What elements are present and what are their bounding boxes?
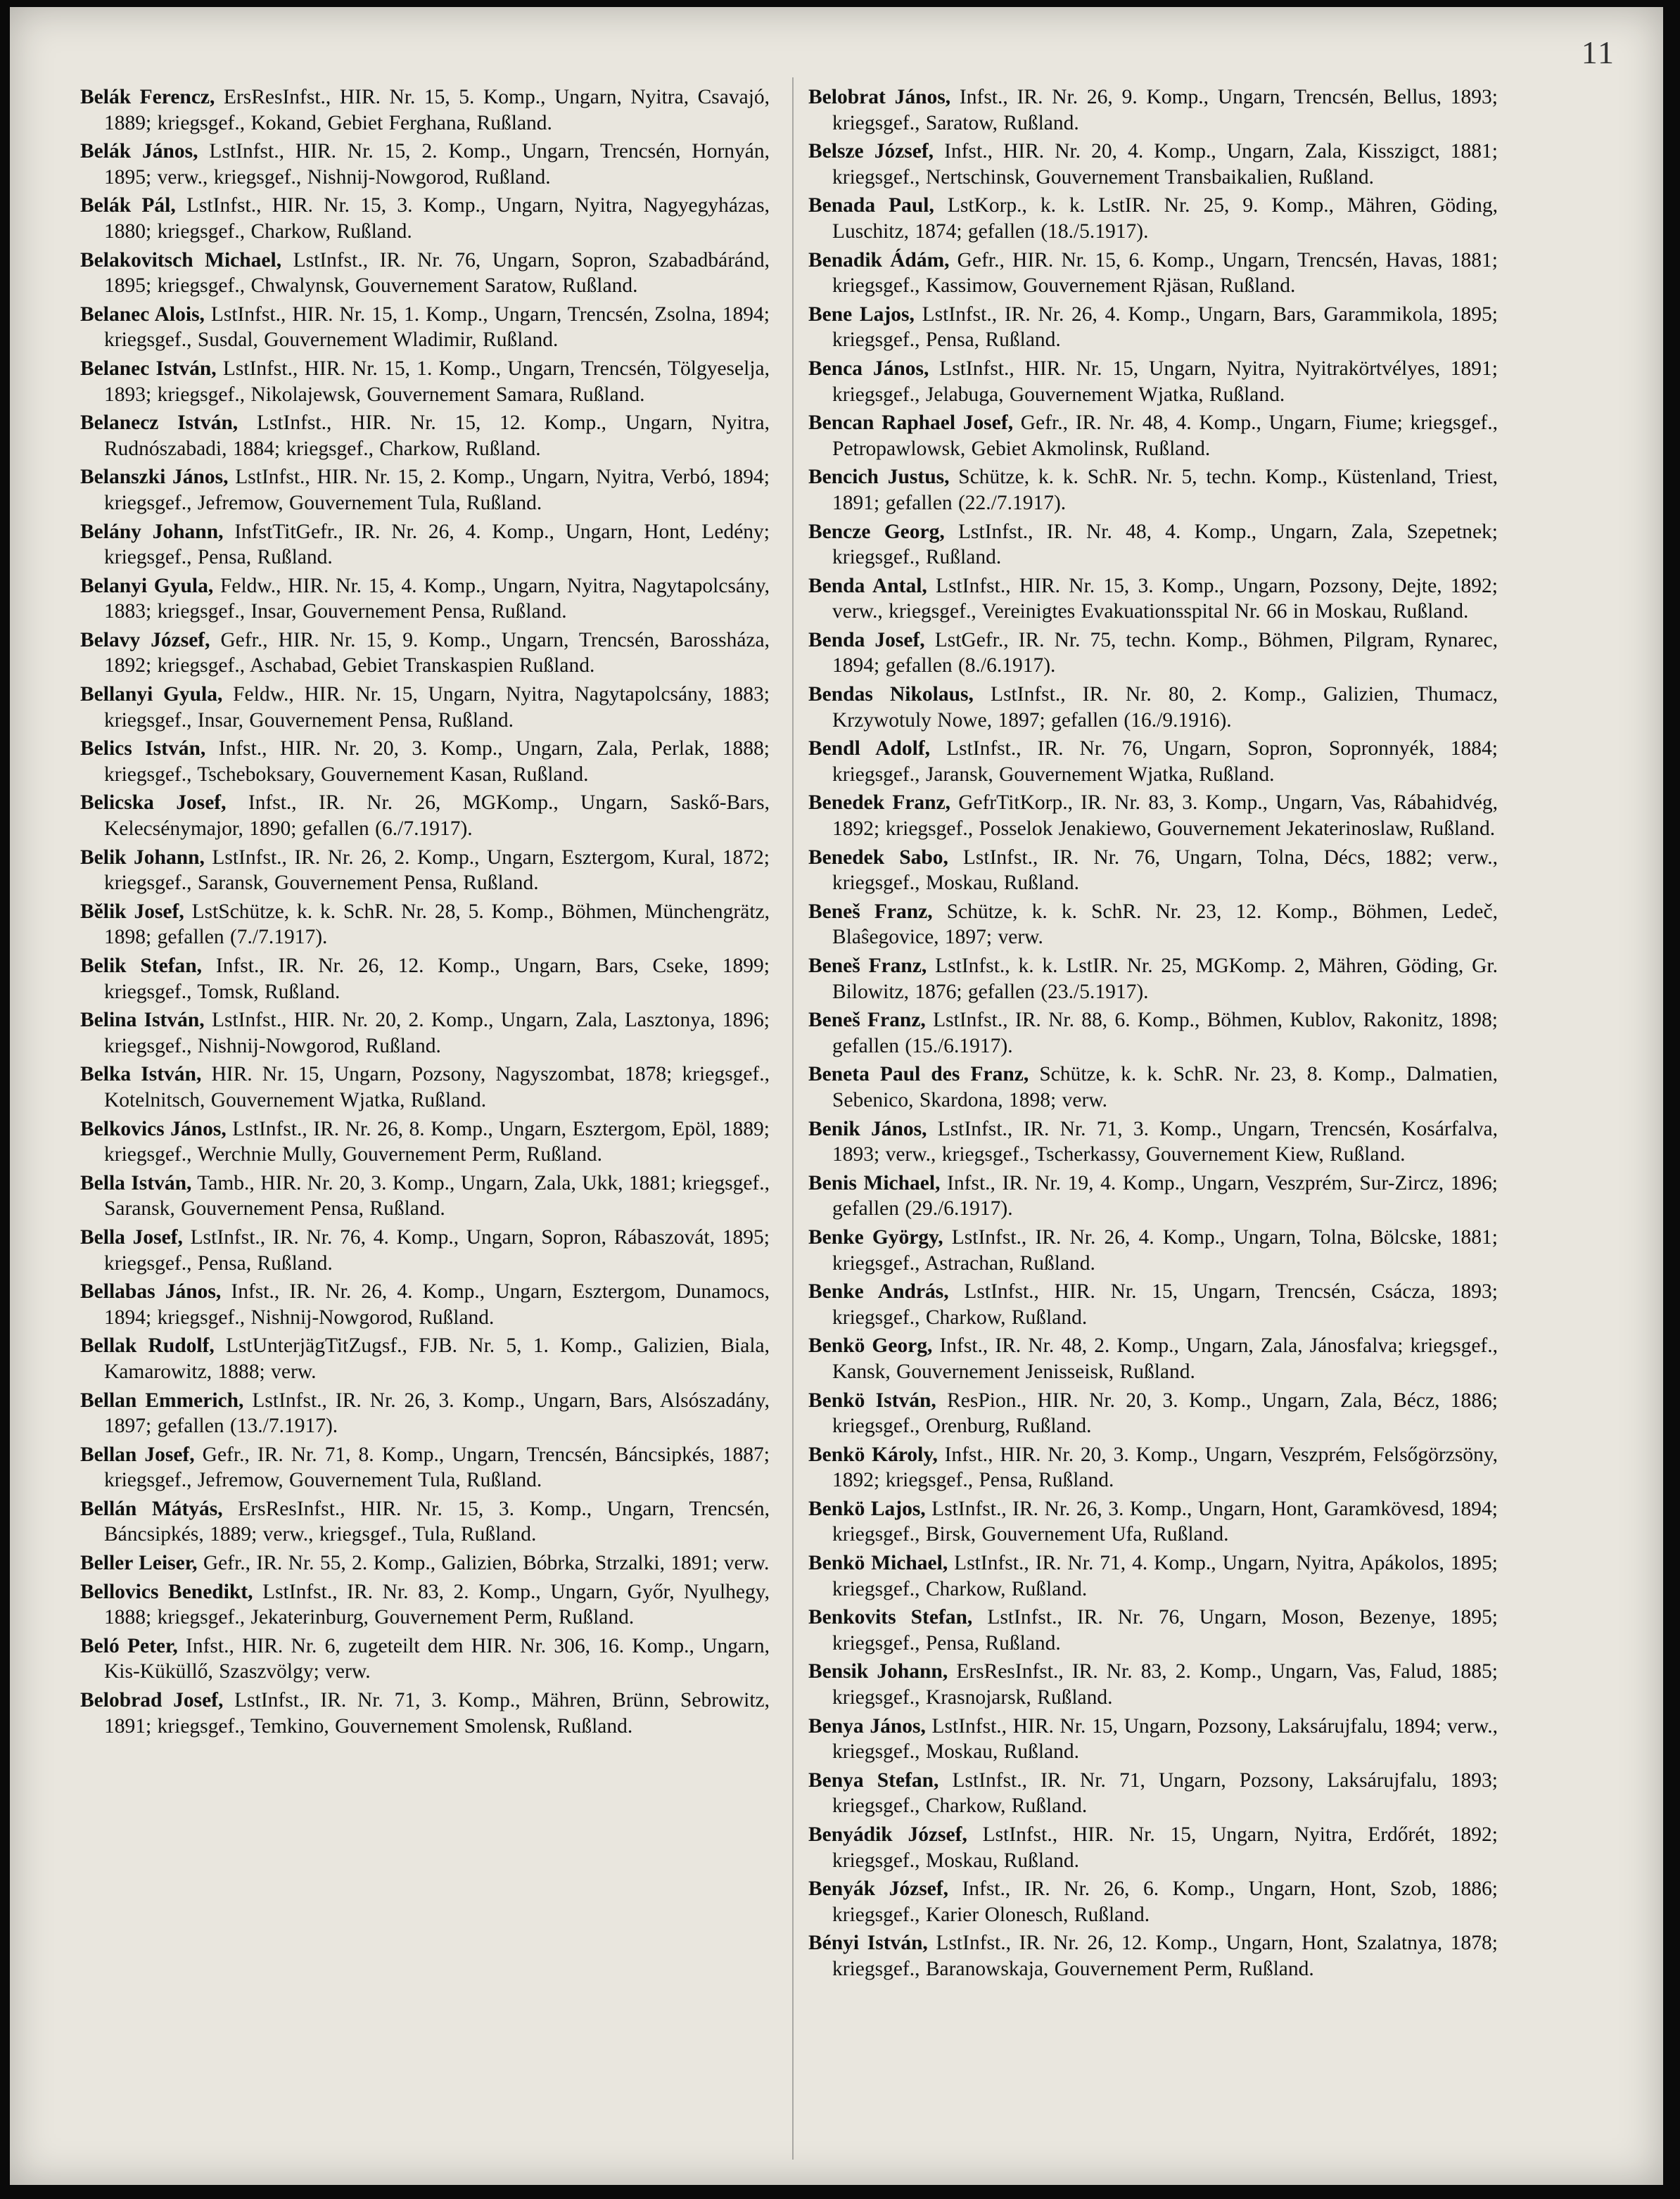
- entry-details: Gefr., HIR. Nr. 15, 9. Komp., Ungarn, Trencsén, Barossháza, 1892; kriegsgef., Aschabad, Gebiet Transkaspien Rußland.: [104, 628, 770, 677]
- entry-details: ErsResInfst., HIR. Nr. 15, 3. Komp., Ungarn, Trencsén, Báncsipkés, 1889; verw., kriegsgef., Tula, Rußland.: [104, 1497, 770, 1546]
- entry-name: Beller Leiser,: [80, 1552, 198, 1575]
- register-entry: [808, 1605, 1498, 1656]
- entry-name: Benya Stefan,: [808, 1768, 939, 1792]
- entry-name: Benkö Lajos,: [808, 1497, 926, 1520]
- register-entry: [80, 193, 770, 244]
- register-entry: [80, 627, 770, 679]
- entry-name: Bensik Johann,: [808, 1660, 948, 1683]
- entry-name: Belobrat János,: [808, 86, 951, 108]
- entry-name: Bényi István,: [808, 1932, 928, 1955]
- entry-name: Belina István,: [80, 1009, 205, 1032]
- entry-name: Belanyi Gyula,: [80, 574, 214, 597]
- entry-name: Belák Ferencz,: [80, 86, 215, 108]
- entry-details: LstKorp., k. k. LstIR. Nr. 25, 9. Komp., Mähren, Göding, Luschitz, 1874; gefallen (18./5.1917).: [832, 194, 1498, 243]
- entry-name: Benis Michael,: [808, 1171, 941, 1194]
- entry-details: LstInfst., IR. Nr. 76, 4. Komp., Ungarn, Sopron, Rábaszovát, 1895; kriegsgef., Pensa, Rußland.: [104, 1225, 770, 1275]
- entry-details: LstInfst., IR. Nr. 76, Ungarn, Sopron, Sopronnyék, 1884; kriegsgef., Jaransk, Gouvernement Wjatka, Rußland.: [832, 737, 1498, 786]
- entry-details: LstInfst., HIR. Nr. 15, 3. Komp., Ungarn, Nyitra, Nagyegyházas, 1880; kriegsgef., Charkow, Rußland.: [104, 194, 770, 243]
- entry-name: Bencze Georg,: [808, 520, 945, 543]
- entry-name: Belanec István,: [80, 357, 217, 380]
- entry-name: Beló Peter,: [80, 1634, 178, 1657]
- entry-name: Bellak Rudolf,: [80, 1334, 215, 1358]
- entry-name: Beneš Franz,: [808, 955, 927, 977]
- register-entry: [808, 248, 1498, 299]
- entry-name: Belics István,: [80, 737, 206, 760]
- register-entry: [808, 1496, 1498, 1548]
- entry-details: Feldw., HIR. Nr. 15, 4. Komp., Ungarn, Nyitra, Nagytapolcsány, 1883; kriegsgef., Insar, Gouvernement Pensa, Rußland.: [104, 574, 770, 623]
- entry-details: ResPion., HIR. Nr. 20, 3. Komp., Ungarn, Zala, Bécz, 1886; kriegsgef., Orenburg, Rußland.: [832, 1389, 1498, 1438]
- entry-details: LstInfst., IR. Nr. 76, Ungarn, Sopron, Szabadbáránd, 1895; kriegsgef., Chwalynsk, Gouvernement Saratow, Rußland.: [104, 248, 770, 298]
- entry-details: LstInfst., IR. Nr. 26, 3. Komp., Ungarn, Bars, Alsószadány, 1897; gefallen (13./7.1917).: [104, 1389, 770, 1438]
- register-entry: [80, 1171, 770, 1222]
- entry-details: LstUnterjägTitZugsf., FJB. Nr. 5, 1. Komp., Galizien, Biala, Kamarowitz, 1888; verw.: [104, 1334, 770, 1383]
- register-entry: [80, 410, 770, 461]
- register-entry: [808, 736, 1498, 787]
- register-entry: [80, 356, 770, 407]
- entry-details: LstInfst., HIR. Nr. 15, Ungarn, Pozsony, Laksárujfalu, 1894; verw., kriegsgef., Moskau, Rußland.: [832, 1714, 1498, 1764]
- entry-details: LstInfst., IR. Nr. 71, 3. Komp., Ungarn, Trencsén, Kosárfalva, 1893; verw., kriegsgef., Tscherkassy, Gouvernement Kiew, Rußland.: [832, 1117, 1498, 1166]
- entry-details: LstInfst., IR. Nr. 76, Ungarn, Tolna, Décs, 1882; verw., kriegsgef., Moskau, Rußland.: [832, 846, 1498, 895]
- entry-details: Infst., IR. Nr. 26, 12. Komp., Ungarn, Bars, Cseke, 1899; kriegsgef., Tomsk, Rußland.: [104, 955, 770, 1003]
- entry-details: Infst., HIR. Nr. 20, 3. Komp., Ungarn, Zala, Perlak, 1888; kriegsgef., Tscheboksary, Gouvernement Kasan, Rußland.: [104, 737, 770, 786]
- entry-details: Schütze, k. k. SchR. Nr. 23, 8. Komp., Dalmatien, Sebenico, Skardona, 1898; verw.: [832, 1063, 1498, 1111]
- entry-name: Bella Josef,: [80, 1225, 183, 1249]
- entry-name: Benkovits Stefan,: [808, 1606, 973, 1629]
- register-entry: [80, 1007, 770, 1059]
- entry-name: Belka István,: [80, 1063, 202, 1086]
- register-entry: [80, 1225, 770, 1276]
- entry-details: LstInfst., HIR. Nr. 15, 2. Komp., Ungarn, Nyitra, Verbó, 1894; kriegsgef., Jefremow, Gouvernement Tula, Rußland.: [104, 466, 770, 514]
- register-entry: [80, 84, 770, 136]
- entry-details: LstSchütze, k. k. SchR. Nr. 28, 5. Komp., Böhmen, Münchengrätz, 1898; gefallen (7./7.1917).: [104, 900, 770, 949]
- register-entry: [808, 139, 1498, 190]
- register-entry: [808, 84, 1498, 136]
- entry-name: Belik Johann,: [80, 846, 205, 869]
- entry-name: Benyák József,: [808, 1878, 948, 1901]
- entry-name: Benda Antal,: [808, 574, 927, 597]
- entry-name: Belanecz István,: [80, 412, 238, 435]
- page-number: 11: [1581, 34, 1615, 70]
- document-page: [10, 7, 1663, 2185]
- entry-details: Gefr., IR. Nr. 55, 2. Komp., Galizien, Bóbrka, Strzalki, 1891; verw.: [197, 1552, 770, 1575]
- register-entry: [80, 1688, 770, 1739]
- entry-details: Tamb., HIR. Nr. 20, 3. Komp., Ungarn, Zala, Ukk, 1881; kriegsgef., Saransk, Gouvernement Pensa, Rußland.: [104, 1171, 770, 1220]
- entry-details: LstInfst., IR. Nr. 26, 12. Komp., Ungarn, Hont, Szalatnya, 1878; kriegsgef., Baranowskaja, Gouvernement Perm, Rußland.: [832, 1932, 1498, 1980]
- entry-details: LstInfst., HIR. Nr. 15, 2. Komp., Ungarn, Trencsén, Hornyán, 1895; verw., kriegsgef., Nishnij-Nowgorod, Rußland.: [104, 140, 770, 189]
- entry-details: Feldw., HIR. Nr. 15, Ungarn, Nyitra, Nagytapolcsány, 1883; kriegsgef., Insar, Gouvernement Pensa, Rußland.: [104, 683, 770, 732]
- entry-details: LstInfst., HIR. Nr. 15, 3. Komp., Ungarn, Pozsony, Dejte, 1892; verw., kriegsgef., Vereinigtes Evakuationsspital Nr. 66 in Moskau, Rußland.: [832, 574, 1498, 623]
- entry-details: Infst., IR. Nr. 26, 4. Komp., Ungarn, Esztergom, Dunamocs, 1894; kriegsgef., Nishnij-Nowgorod, Rußland.: [104, 1280, 770, 1329]
- entry-name: Bencich Justus,: [808, 466, 950, 489]
- entry-details: Infst., HIR. Nr. 6, zugeteilt dem HIR. Nr. 306, 16. Komp., Ungarn, Kis-Küküllő, Szaszvölgy; verw.: [104, 1634, 770, 1683]
- register-entry: [808, 682, 1498, 733]
- entry-details: Infst., HIR. Nr. 20, 3. Komp., Ungarn, Veszprém, Felsőgörzsöny, 1892; kriegsgef., Pensa, Rußland.: [832, 1443, 1498, 1492]
- register-entry: [808, 1007, 1498, 1059]
- entry-name: Bělik Josef,: [80, 900, 184, 923]
- entry-name: Benada Paul,: [808, 194, 934, 217]
- register-entry: [808, 845, 1498, 896]
- entry-name: Belanszki János,: [80, 466, 229, 489]
- entry-name: Belicska Josef,: [80, 791, 227, 815]
- register-entry: [808, 1442, 1498, 1493]
- register-entry: [808, 899, 1498, 950]
- register-entry: [80, 790, 770, 841]
- entry-name: Benca János,: [808, 357, 929, 380]
- entry-name: Belakovitsch Michael,: [80, 248, 282, 272]
- entry-details: Infst., IR. Nr. 26, 6. Komp., Ungarn, Hont, Szob, 1886; kriegsgef., Karier Olonesch, Rußland.: [832, 1878, 1498, 1926]
- entry-name: Belák Pál,: [80, 194, 176, 217]
- entry-details: LstInfst., HIR. Nr. 15, Ungarn, Nyitra, Erdőrét, 1892; kriegsgef., Moskau, Rußland.: [832, 1823, 1498, 1872]
- left-column: [80, 84, 770, 1742]
- entry-name: Bendl Adolf,: [808, 737, 931, 760]
- register-entry: [80, 1579, 770, 1631]
- entry-details: LstInfst., HIR. Nr. 20, 2. Komp., Ungarn, Zala, Lasztonya, 1896; kriegsgef., Nishnij-Nowgorod, Rußland.: [104, 1009, 770, 1057]
- entry-details: LstInfst., IR. Nr. 71, Ungarn, Pozsony, Laksárujfalu, 1893; kriegsgef., Charkow, Rußland.: [832, 1768, 1498, 1818]
- register-entry: [808, 1279, 1498, 1330]
- entry-details: Gefr., IR. Nr. 48, 4. Komp., Ungarn, Fiume; kriegsgef., Petropawlowsk, Gebiet Akmolinsk, Rußland.: [832, 412, 1498, 460]
- register-entry: [80, 1496, 770, 1548]
- register-entry: [80, 736, 770, 787]
- right-column: [808, 84, 1498, 1985]
- entry-details: Schütze, k. k. SchR. Nr. 5, techn. Komp., Küstenland, Triest, 1891; gefallen (22./7.1917).: [832, 466, 1498, 514]
- entry-details: LstInfst., IR. Nr. 48, 4. Komp., Ungarn, Zala, Szepetnek; kriegsgef., Rußland.: [832, 520, 1498, 569]
- entry-name: Belobrad Josef,: [80, 1689, 224, 1712]
- register-entry: [80, 573, 770, 625]
- entry-name: Beneš Franz,: [808, 1009, 926, 1032]
- entry-name: Belavy József,: [80, 628, 210, 651]
- register-entry: [808, 1659, 1498, 1710]
- register-entry: [80, 1062, 770, 1113]
- entry-details: Infst., IR. Nr. 26, 9. Komp., Ungarn, Trencsén, Bellus, 1893; kriegsgef., Saratow, Rußland.: [832, 86, 1498, 134]
- entry-name: Bellan Emmerich,: [80, 1389, 244, 1412]
- entry-name: Belik Stefan,: [80, 955, 203, 977]
- entry-details: LstInfst., k. k. LstIR. Nr. 25, MGKomp. 2, Mähren, Göding, Gr. Bilowitz, 1876; gefallen (23./5.1917).: [832, 955, 1498, 1003]
- entry-details: ErsResInfst., HIR. Nr. 15, 5. Komp., Ungarn, Nyitra, Csavajó, 1889; kriegsgef., Kokand, Gebiet Ferghana, Rußland.: [104, 86, 770, 134]
- register-entry: [80, 1116, 770, 1168]
- register-entry: [80, 1633, 770, 1685]
- register-entry: [80, 1442, 770, 1493]
- entry-name: Benyádik József,: [808, 1823, 967, 1846]
- entry-name: Benedek Franz,: [808, 791, 951, 815]
- entry-details: LstInfst., IR. Nr. 71, 3. Komp., Mähren, Brünn, Sebrowitz, 1891; kriegsgef., Temkino, Gouvernement Smolensk, Rußland.: [104, 1689, 770, 1738]
- register-entry: [80, 1333, 770, 1384]
- register-entry: [80, 248, 770, 299]
- register-entry: [808, 1822, 1498, 1873]
- entry-name: Belkovics János,: [80, 1117, 227, 1140]
- entry-name: Benkö Károly,: [808, 1443, 938, 1466]
- entry-name: Belák János,: [80, 140, 198, 163]
- register-entry: [808, 356, 1498, 407]
- entry-details: LstInfst., IR. Nr. 71, 4. Komp., Ungarn, Nyitra, Apákolos, 1895; kriegsgef., Charkow, Rußland.: [832, 1552, 1498, 1600]
- entry-details: Infst., IR. Nr. 19, 4. Komp., Ungarn, Veszprém, Sur-Zircz, 1896; gefallen (29./6.1917).: [832, 1171, 1498, 1220]
- register-entry: [80, 519, 770, 571]
- register-entry: [808, 1876, 1498, 1927]
- register-entry: [80, 953, 770, 1005]
- register-entry: [80, 682, 770, 733]
- entry-name: Bene Lajos,: [808, 302, 915, 326]
- entry-details: LstInfst., IR. Nr. 80, 2. Komp., Galizien, Thumacz, Krzywotuly Nowe, 1897; gefallen (16./9.1916).: [832, 683, 1498, 732]
- entry-details: InfstTitGefr., IR. Nr. 26, 4. Komp., Ungarn, Hont, Ledény; kriegsgef., Pensa, Rußland.: [104, 520, 770, 569]
- register-entry: [808, 519, 1498, 571]
- entry-name: Benkö Georg,: [808, 1334, 933, 1358]
- register-entry: [808, 464, 1498, 516]
- register-entry: [808, 573, 1498, 625]
- entry-details: LstInfst., IR. Nr. 26, 4. Komp., Ungarn, Tolna, Bölcske, 1881; kriegsgef., Astrachan, Rußland.: [832, 1225, 1498, 1275]
- entry-name: Benadik Ádám,: [808, 248, 950, 272]
- register-entry: [80, 899, 770, 950]
- entry-name: Benkö István,: [808, 1389, 936, 1412]
- entry-details: GefrTitKorp., IR. Nr. 83, 3. Komp., Ungarn, Vas, Rábahidvég, 1892; kriegsgef., Posselok Jenakiewo, Gouvernement Jekaterinoslaw, Rußland.: [832, 791, 1498, 841]
- register-entry: [808, 790, 1498, 841]
- register-entry: [80, 1388, 770, 1439]
- entry-name: Bendas Nikolaus,: [808, 683, 974, 706]
- register-entry: [808, 1768, 1498, 1819]
- entry-details: HIR. Nr. 15, Ungarn, Pozsony, Nagyszombat, 1878; kriegsgef., Kotelnitsch, Gouvernement Wjatka, Rußland.: [104, 1063, 770, 1111]
- register-entry: [808, 1714, 1498, 1765]
- register-entry: [808, 1171, 1498, 1222]
- entry-name: Benedek Sabo,: [808, 846, 948, 869]
- entry-details: LstInfst., IR. Nr. 26, 3. Komp., Ungarn, Hont, Garamkövesd, 1894; kriegsgef., Birsk, Gouvernement Ufa, Rußland.: [832, 1497, 1498, 1546]
- entry-details: ErsResInfst., IR. Nr. 83, 2. Komp., Ungarn, Vas, Falud, 1885; kriegsgef., Krasnojarsk, Rußland.: [832, 1660, 1498, 1709]
- entry-details: LstGefr., IR. Nr. 75, techn. Komp., Böhmen, Pilgram, Rynarec, 1894; gefallen (8./6.1917).: [832, 628, 1498, 677]
- entry-name: Bella István,: [80, 1171, 192, 1194]
- entry-details: LstInfst., IR. Nr. 83, 2. Komp., Ungarn, Győr, Nyulhegy, 1888; kriegsgef., Jekaterinburg, Gouvernement Perm, Rußland.: [104, 1580, 770, 1629]
- entry-details: LstInfst., IR. Nr. 76, Ungarn, Moson, Bezenye, 1895; kriegsgef., Pensa, Rußland.: [832, 1606, 1498, 1655]
- entry-name: Benya János,: [808, 1714, 926, 1738]
- entry-name: Beneta Paul des Franz,: [808, 1063, 1029, 1086]
- entry-details: Infst., IR. Nr. 26, MGKomp., Ungarn, Saskő-Bars, Kelecsénymajor, 1890; gefallen (6./7.1917).: [104, 791, 770, 841]
- register-entry: [808, 627, 1498, 679]
- register-entry: [808, 302, 1498, 353]
- entry-details: LstInfst., HIR. Nr. 15, Ungarn, Trencsén, Csácza, 1893; kriegsgef., Charkow, Rußland.: [832, 1280, 1498, 1329]
- entry-name: Belsze József,: [808, 140, 934, 163]
- entry-details: Infst., HIR. Nr. 20, 4. Komp., Ungarn, Zala, Kisszigct, 1881; kriegsgef., Nertschinsk, Gouvernement Transbaikalien, Rußland.: [832, 140, 1498, 189]
- register-entry: [808, 1930, 1498, 1982]
- entry-name: Bellabas János,: [80, 1280, 222, 1304]
- register-entry: [808, 1388, 1498, 1439]
- register-entry: [80, 845, 770, 896]
- entry-details: LstInfst., HIR. Nr. 15, 12. Komp., Ungarn, Nyitra, Rudnószabadi, 1884; kriegsgef., Charkow, Rußland.: [104, 412, 770, 460]
- register-entry: [808, 1333, 1498, 1384]
- entry-name: Benkö Michael,: [808, 1552, 948, 1575]
- register-entry: [80, 139, 770, 190]
- entry-name: Benda Josef,: [808, 628, 925, 651]
- register-entry: [808, 1225, 1498, 1276]
- entry-name: Bencan Raphael Josef,: [808, 412, 1014, 435]
- entry-details: LstInfst., HIR. Nr. 15, 1. Komp., Ungarn, Trencsén, Zsolna, 1894; kriegsgef., Susdal, Gouvernement Wladimir, Rußland.: [104, 302, 770, 352]
- register-entry: [808, 193, 1498, 244]
- register-entry: [808, 953, 1498, 1005]
- register-entry: [808, 1550, 1498, 1602]
- entry-details: LstInfst., IR. Nr. 26, 4. Komp., Ungarn, Bars, Garammikola, 1895; kriegsgef., Pensa, Rußland.: [832, 302, 1498, 352]
- entry-details: LstInfst., IR. Nr. 88, 6. Komp., Böhmen, Kublov, Rakonitz, 1898; gefallen (15./6.1917).: [832, 1009, 1498, 1057]
- entry-details: Gefr., IR. Nr. 71, 8. Komp., Ungarn, Trencsén, Báncsipkés, 1887; kriegsgef., Jefremow, Gouvernement Tula, Rußland.: [104, 1443, 770, 1492]
- register-entry: [80, 464, 770, 516]
- entry-name: Benke András,: [808, 1280, 949, 1304]
- entry-name: Beneš Franz,: [808, 900, 933, 923]
- entry-name: Bellan Josef,: [80, 1443, 195, 1466]
- entry-details: Infst., IR. Nr. 48, 2. Komp., Ungarn, Zala, Jánosfalva; kriegsgef., Kansk, Gouvernement Jenisseisk, Rußland.: [832, 1334, 1498, 1383]
- register-entry: [80, 1550, 770, 1576]
- entry-name: Bellanyi Gyula,: [80, 683, 223, 706]
- register-entry: [80, 1279, 770, 1330]
- entry-name: Benik János,: [808, 1117, 927, 1140]
- register-entry: [808, 1062, 1498, 1113]
- entry-name: Bellovics Benedikt,: [80, 1580, 253, 1603]
- entry-details: LstInfst., IR. Nr. 26, 2. Komp., Ungarn, Esztergom, Kural, 1872; kriegsgef., Saransk, Gouvernement Pensa, Rußland.: [104, 846, 770, 895]
- entry-name: Belány Johann,: [80, 520, 224, 543]
- entry-name: Belanec Alois,: [80, 302, 205, 326]
- entry-name: Benke György,: [808, 1225, 943, 1249]
- register-entry: [80, 302, 770, 353]
- entry-details: LstInfst., HIR. Nr. 15, Ungarn, Nyitra, Nyitrakörtvélyes, 1891; kriegsgef., Jelabuga, Gouvernement Wjatka, Rußland.: [832, 357, 1498, 406]
- entry-details: Schütze, k. k. SchR. Nr. 23, 12. Komp., Böhmen, Ledeč, Blaŝegovice, 1897; verw.: [832, 900, 1498, 949]
- entry-name: Bellán Mátyás,: [80, 1497, 223, 1520]
- register-entry: [808, 410, 1498, 461]
- entry-details: LstInfst., HIR. Nr. 15, 1. Komp., Ungarn, Trencsén, Tölgyeselja, 1893; kriegsgef., Nikolajewsk, Gouvernement Samara, Rußland.: [104, 357, 770, 406]
- register-entry: [808, 1116, 1498, 1168]
- entry-details: Gefr., HIR. Nr. 15, 6. Komp., Ungarn, Trencsén, Havas, 1881; kriegsgef., Kassimow, Gouvernement Rjäsan, Rußland.: [832, 248, 1498, 298]
- entry-details: LstInfst., IR. Nr. 26, 8. Komp., Ungarn, Esztergom, Epöl, 1889; kriegsgef., Werchnie Mully, Gouvernement Perm, Rußland.: [104, 1117, 770, 1166]
- column-divider: [792, 77, 794, 2160]
